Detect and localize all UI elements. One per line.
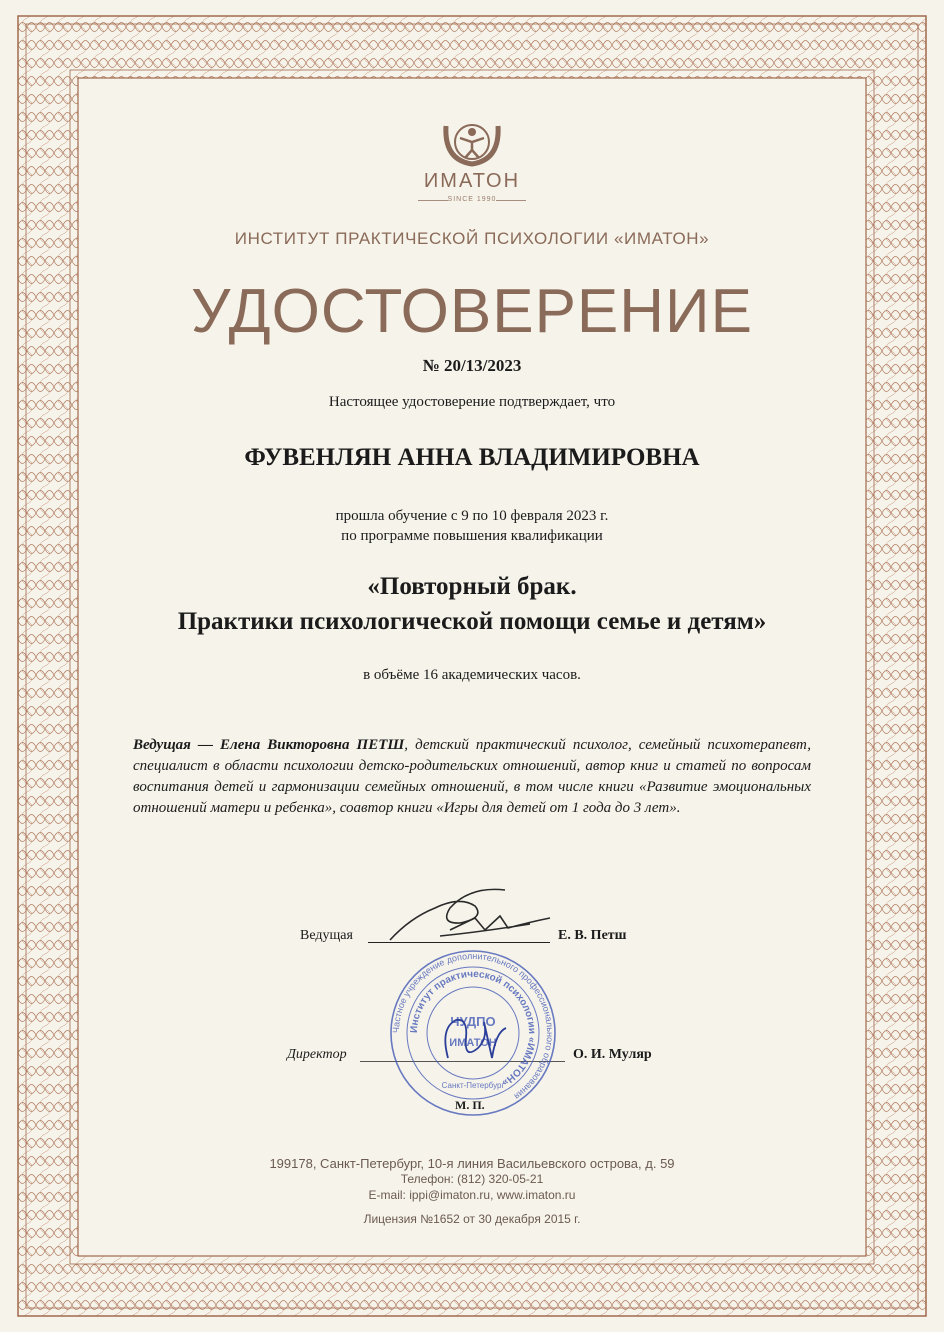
program-title-line1: «Повторный брак.: [367, 573, 577, 600]
certificate-number: № 20/13/2023: [422, 356, 522, 375]
lead-bio: , детский практический психолог, семейный психотерапевт, специалист в области психологии детско-родительских отношений, автор книг и статей по вопросам воспитания детей и гармонизации семейных отношений, в том числе книги «Развитие эмоциональных отношений матери и ребенка», соавтор книги «Игры для детей от 1 года до 3 лет».: [133, 737, 811, 816]
logo-name: ИМАТОН: [423, 170, 521, 192]
footer-email: E-mail: ippi@imaton.ru, www.imaton.ru: [368, 1188, 576, 1202]
footer-license: Лицензия №1652 от 30 декабря 2015 г.: [363, 1212, 581, 1226]
institute-stamp: [388, 948, 558, 1118]
program-title-line2: Практики психологической помощи семье и детям»: [177, 608, 767, 635]
svg-text:Частное учреждение дополнитель: Частное учреждение дополнительного профессионального образования: [390, 950, 556, 1102]
director-signature-label: Директор: [287, 1047, 347, 1062]
institute-name: ИНСТИТУТ ПРАКТИЧЕСКОЙ ПСИХОЛОГИИ «ИМАТОН»: [234, 229, 710, 248]
recipient-name: ФУВЕНЛЯН АННА ВЛАДИМИРОВНА: [244, 444, 700, 471]
svg-text:Санкт-Петербург: Санкт-Петербург: [441, 1081, 505, 1090]
footer-address: 199178, Санкт-Петербург, 10-я линия Васильевского острова, д. 59: [269, 1156, 675, 1171]
lead-name: Ведущая — Елена Викторовна ПЕТШ: [133, 737, 405, 753]
training-dates: прошла обучение с 9 по 10 февраля 2023 г.: [335, 508, 609, 524]
director-signature-name: О. И. Муляр: [573, 1047, 652, 1062]
svg-text:ЧУДПО: ЧУДПО: [450, 1014, 496, 1029]
footer-phone: Телефон: (812) 320-05-21: [400, 1172, 544, 1186]
intro-text: Настоящее удостоверение подтверждает, что: [328, 394, 616, 410]
lead-signature-label: Ведущая: [300, 928, 353, 943]
lead-signature-name: Е. В. Петш: [558, 928, 627, 943]
certificate-title: УДОСТОВЕРЕНИЕ: [191, 277, 753, 346]
svg-text:ИМАТОН: ИМАТОН: [449, 1037, 497, 1049]
svg-text:Институт практической психолог: Институт практической психологии «ИМАТОН»: [408, 968, 538, 1089]
program-hours: в объёме 16 академических часов.: [363, 667, 581, 683]
seal-placeholder-label: М. П.: [455, 1098, 485, 1112]
lead-signature: [380, 878, 560, 948]
logo-since: SINCE 1990: [447, 196, 497, 203]
lead-description: [133, 735, 811, 819]
training-type: по программе повышения квалификации: [341, 528, 603, 544]
